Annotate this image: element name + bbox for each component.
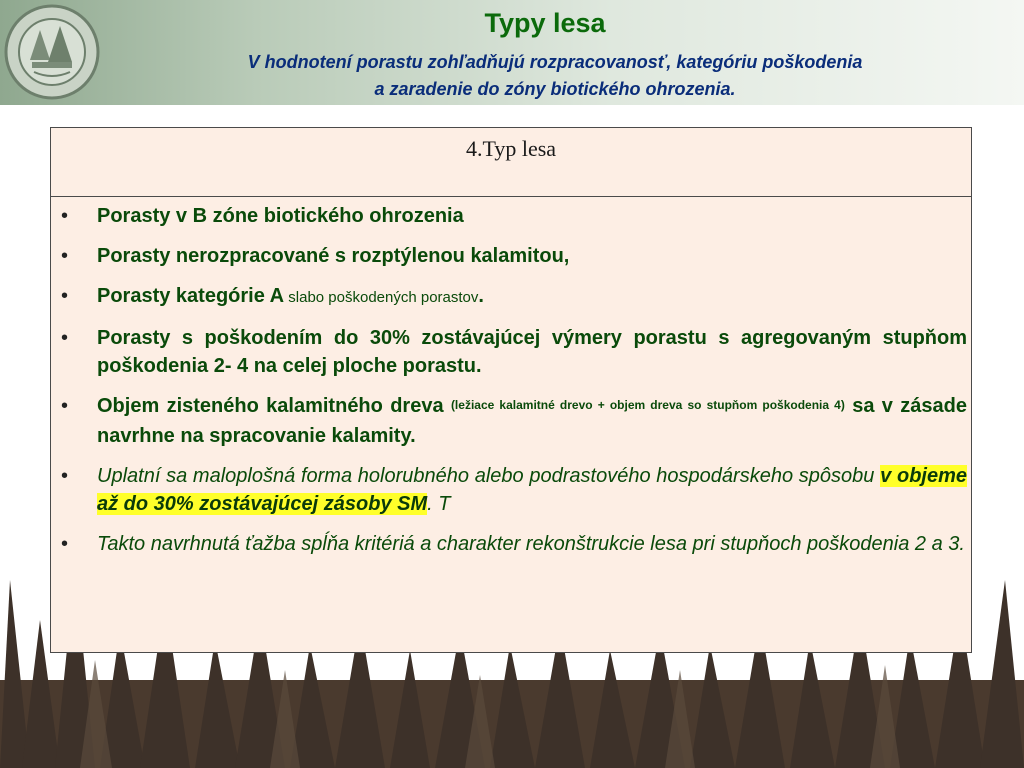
list-item-tail: . T [427, 493, 451, 515]
bullet-icon: • [61, 395, 69, 417]
bullet-icon: • [61, 533, 69, 555]
header-banner [0, 0, 1024, 105]
list-item-note: (ležiace kalamitné drevo + objem dreva so stupňom poškodenia 4) [450, 398, 845, 412]
list-item [59, 462, 967, 518]
list-item-main: Porasty kategórie A [97, 285, 285, 307]
list-item [59, 392, 967, 450]
list-item-text: Takto navrhnutá ťažba spĺňa kritériá a charakter rekonštrukcie lesa pri stupňoch poškodenia 2 a 3. [97, 533, 965, 555]
bullet-icon: • [61, 285, 69, 307]
list-item-after: sa v zásade navrhne na spracovanie kalamity. [97, 395, 967, 447]
list-item-small: slabo poškodených porastov [284, 289, 479, 306]
slide-subtitle [100, 49, 1010, 103]
forest-type-table [50, 127, 972, 653]
bullet-icon: • [61, 465, 69, 487]
list-item [59, 530, 967, 558]
list-item-text [97, 282, 967, 312]
subtitle-line-2: a zaradenie do zóny biotického ohrozenia. [374, 79, 736, 99]
bullet-icon: • [61, 327, 69, 349]
list-item-text: Porasty nerozpracované s rozptýlenou kalamitou, [97, 245, 570, 267]
criteria-list [51, 197, 971, 558]
list-item [59, 282, 967, 312]
list-item-text [97, 392, 967, 450]
list-item [59, 242, 967, 270]
list-item [59, 324, 967, 380]
subtitle-line-1: V hodnotení porastu zohľadňujú rozpracovanosť, kategóriu poškodenia [247, 52, 863, 72]
list-item [59, 202, 967, 230]
bullet-icon: • [61, 205, 69, 227]
list-item-main: Objem zisteného kalamitného dreva [97, 395, 451, 417]
highlighted-text: v objeme až do 30% zostávajúcej zásoby SM [97, 465, 968, 515]
list-item-text: Porasty s poškodením do 30% zostávajúcej výmery porastu s agregovaným stupňom poškodenia 2- 4 na celej ploche porastu. [97, 327, 967, 377]
table-heading: 4.Typ lesa [51, 128, 971, 197]
list-item-text [97, 462, 967, 518]
slide-title: Typy lesa [484, 8, 606, 38]
list-item-text: Porasty v B zóne biotického ohrozenia [97, 205, 464, 227]
bullet-icon: • [61, 245, 69, 267]
list-item-tail: . [478, 285, 484, 307]
list-item-main: Uplatní sa maloplošná forma holorubného alebo podrastového hospodárskeho spôsobu [97, 465, 881, 487]
